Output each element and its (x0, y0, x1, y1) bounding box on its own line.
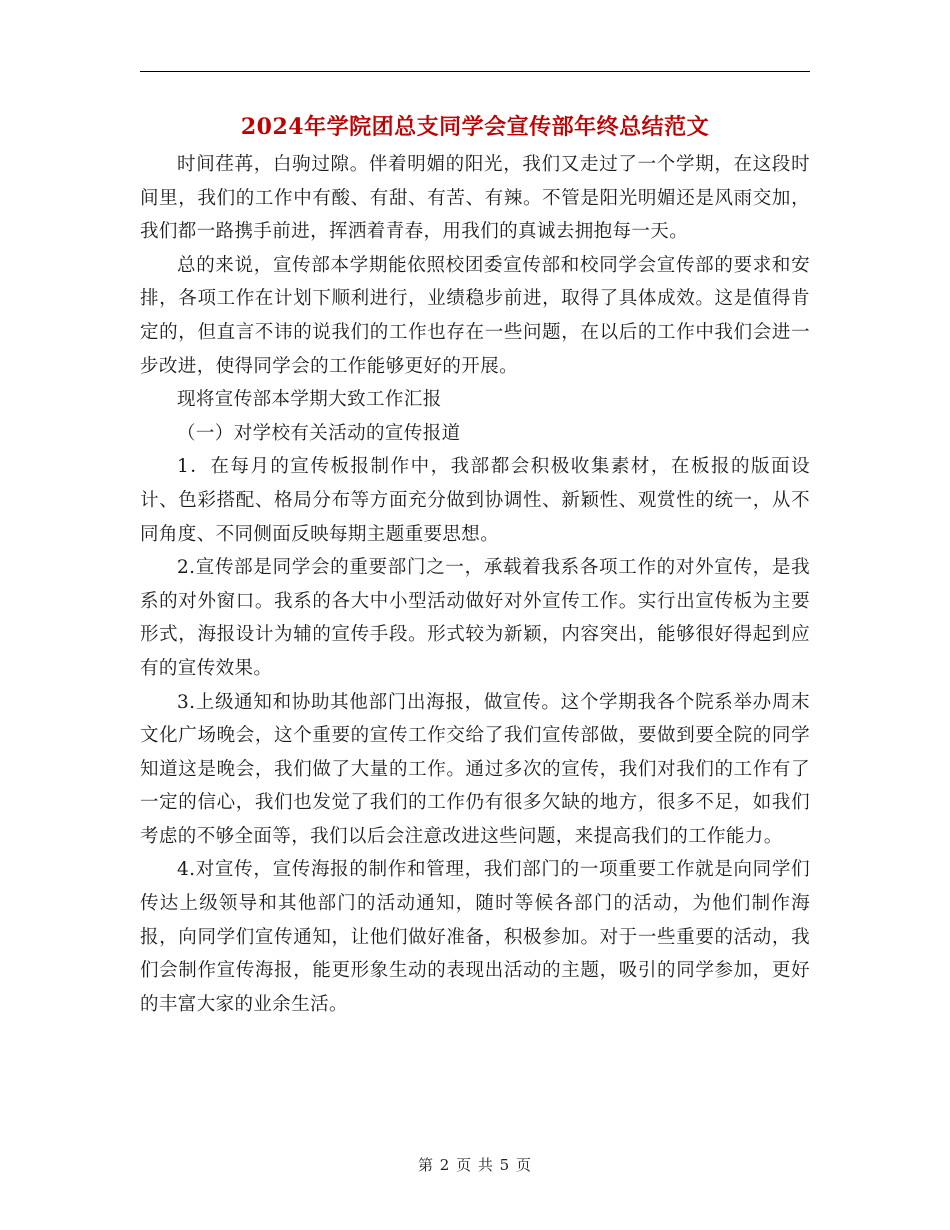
header-rule (140, 71, 810, 72)
document-body (140, 148, 810, 1021)
paragraph-item-4: 4.对宣传，宣传海报的制作和管理，我们部门的一项重要工作就是向同学们传达上级领导和其他部门的活动通知，随时等候各部门的活动，为他们制作海报，向同学们宣传通知，让他们做好准备，积极参加。对于一些重要的活动，我们会制作宣传海报，能更形象生动的表现出活动的主题，吸引的同学参加，更好的丰富大家的业余生活。 (140, 859, 810, 1015)
paragraph-item-1: 1．在每月的宣传板报制作中，我部都会积极收集素材，在板报的版面设计、色彩搭配、格局分布等方面充分做到协调性、新颖性、观赏性的统一，从不同角度、不同侧面反映每期主题重要思想。 (140, 456, 810, 545)
paragraph-summary: 总的来说，宣传部本学期能依照校团委宣传部和校同学会宣传部的要求和安排，各项工作在计划下顺利进行，业绩稳步前进，取得了具体成效。这是值得肯定的，但直言不讳的说我们的工作也存在一些问题，在以后的工作中我们会进一步改进，使得同学会的工作能够更好的开展。 (140, 254, 810, 377)
page-number: 第 2 页 共 5 页 (418, 1156, 532, 1174)
section-heading-1: （一）对学校有关活动的宣传报道 (177, 422, 461, 444)
paragraph-report-heading: 现将宣传部本学期大致工作汇报 (177, 389, 442, 411)
paragraph-item-2: 2.宣传部是同学会的重要部门之一，承载着我系各项工作的对外宣传，是我系的对外窗口。我系的各大中小型活动做好对外宣传工作。实行出宣传板为主要形式，海报设计为辅的宣传手段。形式较为新颖，内容突出，能够很好得起到应有的宣传效果。 (140, 557, 810, 679)
paragraph-item-3: 3.上级通知和协助其他部门出海报，做宣传。这个学期我各个院系举办周末文化广场晚会，这个重要的宣传工作交给了我们宣传部做，要做到要全院的同学知道这是晚会，我们做了大量的工作。通过多次的宣传，我们对我们的工作有了一定的信心，我们也发觉了我们的工作仍有很多欠缺的地方，很多不足，如我们考虑的不够全面等，我们以后会注意改进这些问题，来提高我们的工作能力。 (140, 691, 810, 847)
paragraph-intro: 时间荏苒，白驹过隙。伴着明媚的阳光，我们又走过了一个学期，在这段时间里，我们的工作中有酸、有甜、有苦、有辣。不管是阳光明媚还是风雨交加，我们都一路携手前进，挥洒着青春，用我们的真诚去拥抱每一天。 (140, 154, 810, 243)
document-title: 2024年学院团总支同学会宣传部年终总结范文 (240, 114, 710, 140)
